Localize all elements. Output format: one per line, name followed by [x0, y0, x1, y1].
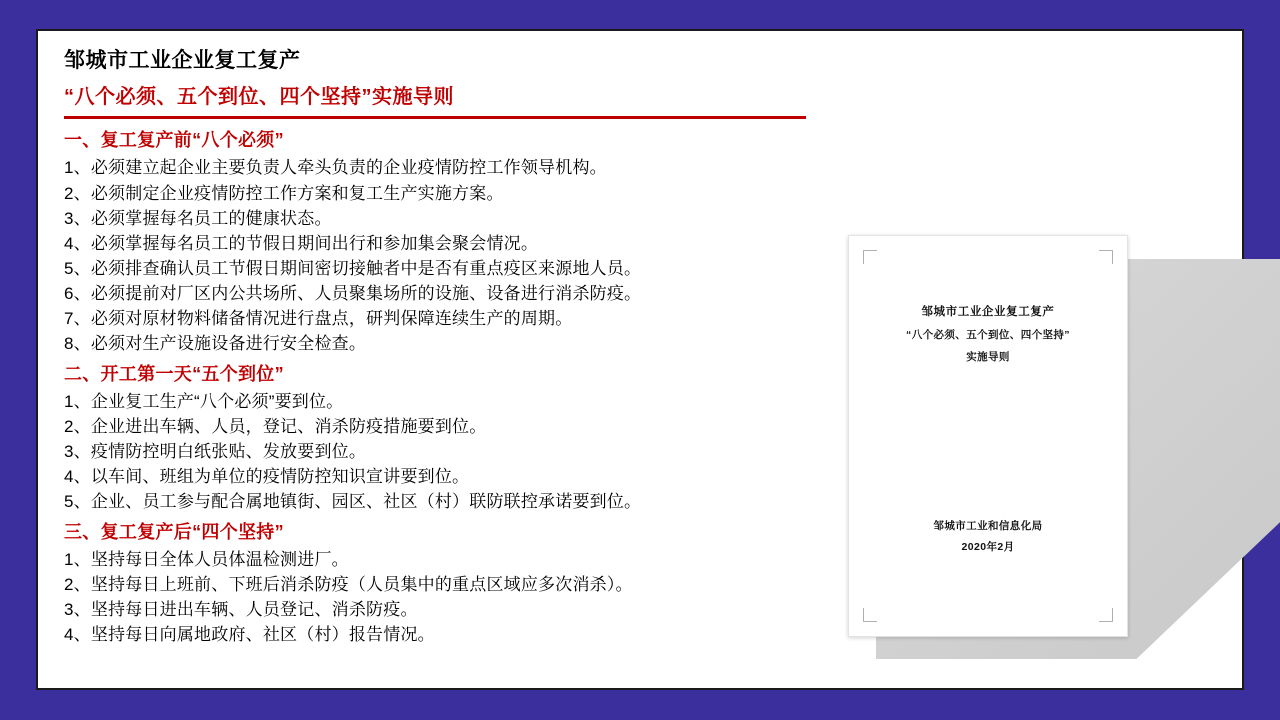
- cover-heading-block: [849, 302, 1127, 368]
- list-item: 2、必须制定企业疫情防控工作方案和复工生产实施方案。: [64, 183, 504, 203]
- cover-date: 2020年2月: [961, 541, 1015, 553]
- corner-mark-icon: [863, 250, 877, 264]
- list-item: 3、坚持每日进出车辆、人员登记、消杀防疫。: [64, 599, 418, 619]
- section-heading: 二、开工第一天“五个到位”: [64, 363, 284, 384]
- cover-title: 邹城市工业企业复工复产: [921, 306, 1055, 318]
- list-item: 2、坚持每日上班前、下班后消杀防疫（人员集中的重点区域应多次消杀）。: [64, 574, 633, 594]
- text-column: [64, 47, 854, 647]
- cover-subtitle-line1: “八个必须、五个到位、四个坚持”: [906, 328, 1070, 341]
- list-item: 3、必须掌握每名员工的健康状态。: [64, 208, 332, 228]
- cover-footer-block: [849, 516, 1127, 558]
- corner-mark-icon: [863, 608, 877, 622]
- page-subtitle: “八个必须、五个到位、四个坚持”实施导则: [64, 86, 454, 109]
- section-heading: 一、复工复产前“八个必须”: [64, 130, 284, 151]
- corner-mark-icon: [1099, 608, 1113, 622]
- corner-mark-icon: [1099, 250, 1113, 264]
- section-two: [64, 361, 854, 515]
- list-item: 5、必须排查确认员工节假日期间密切接触者中是否有重点疫区来源地人员。: [64, 259, 642, 279]
- slide-content-frame: [36, 29, 1244, 690]
- cover-subtitle-line2: 实施导则: [966, 350, 1010, 363]
- list-item: 1、企业复工生产“八个必须”要到位。: [64, 391, 344, 411]
- page-title: 邹城市工业企业复工复产: [64, 49, 301, 72]
- section-heading: 三、复工复产后“四个坚持”: [64, 521, 284, 542]
- list-item: 7、必须对原材物料储备情况进行盘点，研判保障连续生产的周期。: [64, 309, 573, 329]
- list-item: 6、必须提前对厂区内公共场所、人员聚集场所的设施、设备进行消杀防疫。: [64, 284, 642, 304]
- title-divider: [64, 116, 806, 119]
- list-item: 4、必须掌握每名员工的节假日期间出行和参加集会聚会情况。: [64, 233, 539, 253]
- cover-organization: 邹城市工业和信息化局: [933, 520, 1043, 532]
- list-item: 8、必须对生产设施设备进行安全检查。: [64, 334, 367, 354]
- list-item: 5、企业、员工参与配合属地镇街、园区、社区（村）联防联控承诺要到位。: [64, 492, 642, 512]
- list-item: 4、坚持每日向属地政府、社区（村）报告情况。: [64, 625, 435, 645]
- document-cover-preview: [848, 235, 1128, 637]
- list-item: 2、企业进出车辆、人员，登记、消杀防疫措施要到位。: [64, 416, 487, 436]
- section-one: [64, 127, 854, 356]
- list-item: 4、以车间、班组为单位的疫情防控知识宣讲要到位。: [64, 467, 470, 487]
- list-item: 1、必须建立起企业主要负责人牵头负责的企业疫情防控工作领导机构。: [64, 158, 607, 178]
- list-item: 3、疫情防控明白纸张贴、发放要到位。: [64, 442, 367, 462]
- section-three: [64, 519, 854, 648]
- list-item: 1、坚持每日全体人员体温检测进厂。: [64, 549, 349, 569]
